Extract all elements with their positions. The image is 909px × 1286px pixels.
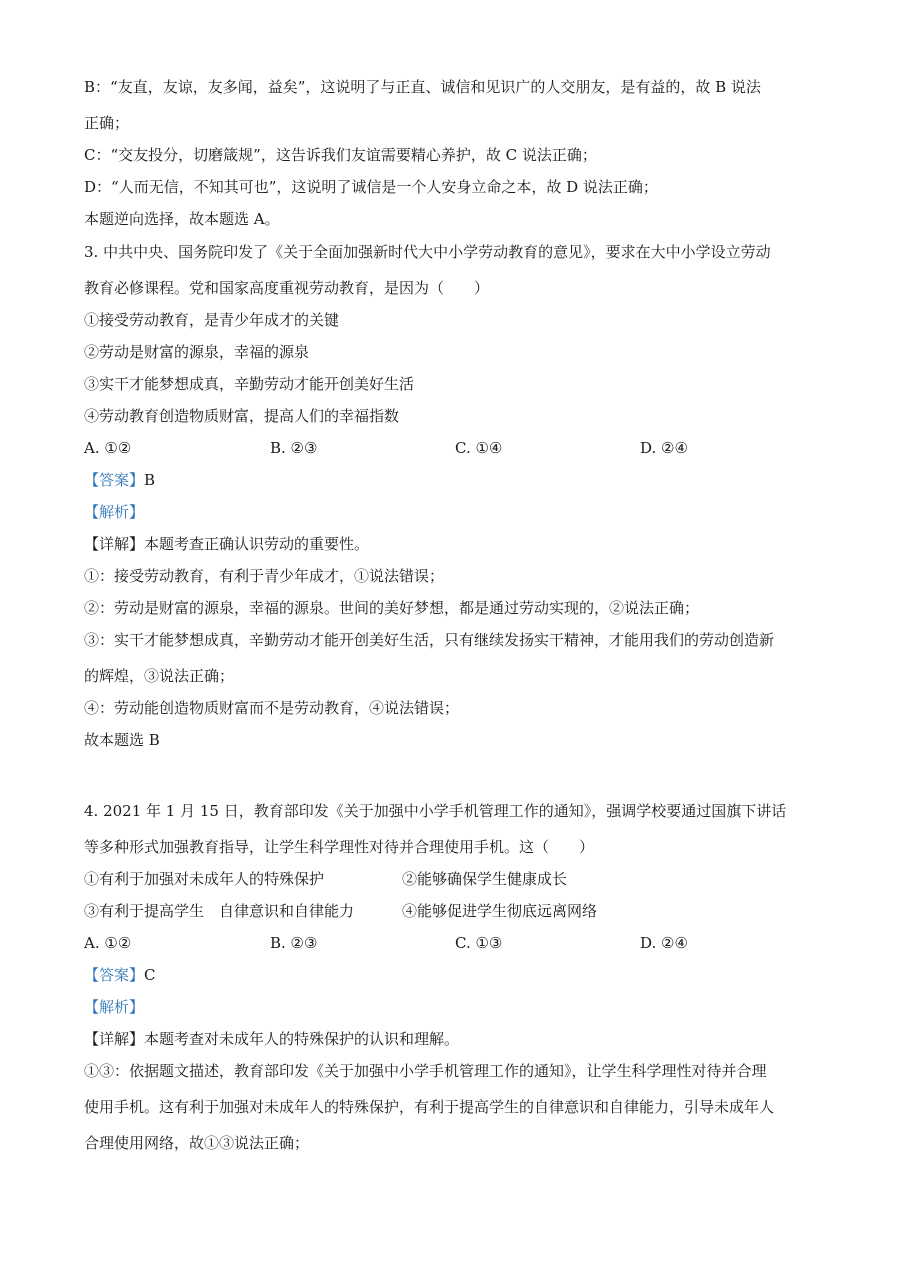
q3-explanation-3-line1: ③：实干才能梦想成真，辛勤劳动才能开创美好生活，只有继续发扬实干精神，才能用我们的劳动创造新 (84, 631, 775, 649)
q3-answer-tag: 【答案】 (84, 471, 145, 489)
q3-statement-1: ①接受劳动教育，是青少年成才的关键 (84, 311, 340, 329)
q4-statement-4: ④能够促进学生彻底远离网络 (402, 902, 598, 920)
q2-explanation-b-line2: 正确； (84, 114, 130, 132)
q4-answer-tag: 【答案】 (84, 966, 145, 984)
q2-explanation-c: C：“交友投分，切磨箴规”，这告诉我们友谊需要精心养护，故 C 说法正确； (84, 146, 597, 164)
q4-statement-2: ②能够确保学生健康成长 (402, 870, 568, 888)
q3-explanation-3-line2: 的辉煌，③说法正确； (84, 667, 235, 685)
q4-explanation-line2: 使用手机。这有利于加强对未成年人的特殊保护，有利于提高学生的自律意识和自律能力，引导未成年人 (84, 1098, 775, 1116)
q4-detail-text: 本题考查对未成年人的特殊保护的认识和理解。 (144, 1030, 460, 1048)
q4-option-d: D. ②④ (640, 934, 688, 952)
q3-stem-line1: 3. 中共中央、国务院印发了《关于全面加强新时代大中小学劳动教育的意见》，要求在大中小学设立劳动 (84, 243, 771, 261)
q4-statement-1: ①有利于加强对未成年人的特殊保护 (84, 870, 325, 888)
q2-explanation-b-line1: B：“友直，友谅，友多闻，益矣”，这说明了与正直、诚信和见识广的人交朋友，是有益的，故 B 说法 (84, 78, 761, 96)
q3-detail (84, 534, 369, 554)
q2-conclusion: 本题逆向选择，故本题选 A。 (84, 210, 280, 228)
q3-answer-value: B (144, 471, 156, 489)
q3-stem-line2: 教育必修课程。党和国家高度重视劳动教育，是因为（ ） (84, 279, 490, 297)
q4-option-c: C. ①③ (455, 934, 503, 952)
q3-statement-2: ②劳动是财富的源泉，幸福的源泉 (84, 343, 310, 361)
q2-explanation-d: D：“人而无信，不知其可也”，这说明了诚信是一个人安身立命之本，故 D 说法正确； (84, 178, 658, 196)
q4-stem-line2: 等多种形式加强教育指导，让学生科学理性对待并合理使用手机。这（ ） (84, 838, 595, 856)
q3-analysis-tag: 【解析】 (84, 503, 145, 521)
q3-detail-text: 本题考查正确认识劳动的重要性。 (144, 535, 370, 553)
q4-statement-3: ③有利于提高学生 自律意识和自律能力 (84, 902, 355, 920)
q4-option-a: A. ①② (84, 934, 132, 952)
q3-conclusion: 故本题选 B (84, 731, 160, 749)
q3-option-d: D. ②④ (640, 439, 688, 457)
q3-explanation-2: ②：劳动是财富的源泉，幸福的源泉。世间的美好梦想，都是通过劳动实现的，②说法正确； (84, 599, 700, 617)
q4-answer-value: C (144, 966, 156, 984)
q4-stem-line1: 4. 2021 年 1 月 15 日，教育部印发《关于加强中小学手机管理工作的通知》，强调学校要通过国旗下讲话 (84, 802, 787, 820)
q4-analysis-tag: 【解析】 (84, 998, 145, 1016)
q4-detail-tag: 【详解】 (84, 1030, 145, 1048)
q3-detail-tag: 【详解】 (84, 535, 145, 553)
q3-statement-3: ③实干才能梦想成真，辛勤劳动才能开创美好生活 (84, 375, 415, 393)
q3-option-c: C. ①④ (455, 439, 503, 457)
q3-option-a: A. ①② (84, 439, 132, 457)
q4-detail (84, 1029, 459, 1049)
q4-answer (84, 965, 156, 985)
q3-answer (84, 470, 155, 490)
q4-explanation-line3: 合理使用网络，故①③说法正确； (84, 1134, 310, 1152)
q3-explanation-4: ④：劳动能创造物质财富而不是劳动教育，④说法错误； (84, 699, 460, 717)
q4-option-b: B. ②③ (270, 934, 318, 952)
q3-statement-4: ④劳动教育创造物质财富，提高人们的幸福指数 (84, 407, 400, 425)
q3-explanation-1: ①：接受劳动教育，有利于青少年成才，①说法错误； (84, 567, 445, 585)
q4-explanation-line1: ①③：依据题文描述，教育部印发《关于加强中小学手机管理工作的通知》，让学生科学理性对待并合理 (84, 1062, 767, 1080)
q3-option-b: B. ②③ (270, 439, 318, 457)
